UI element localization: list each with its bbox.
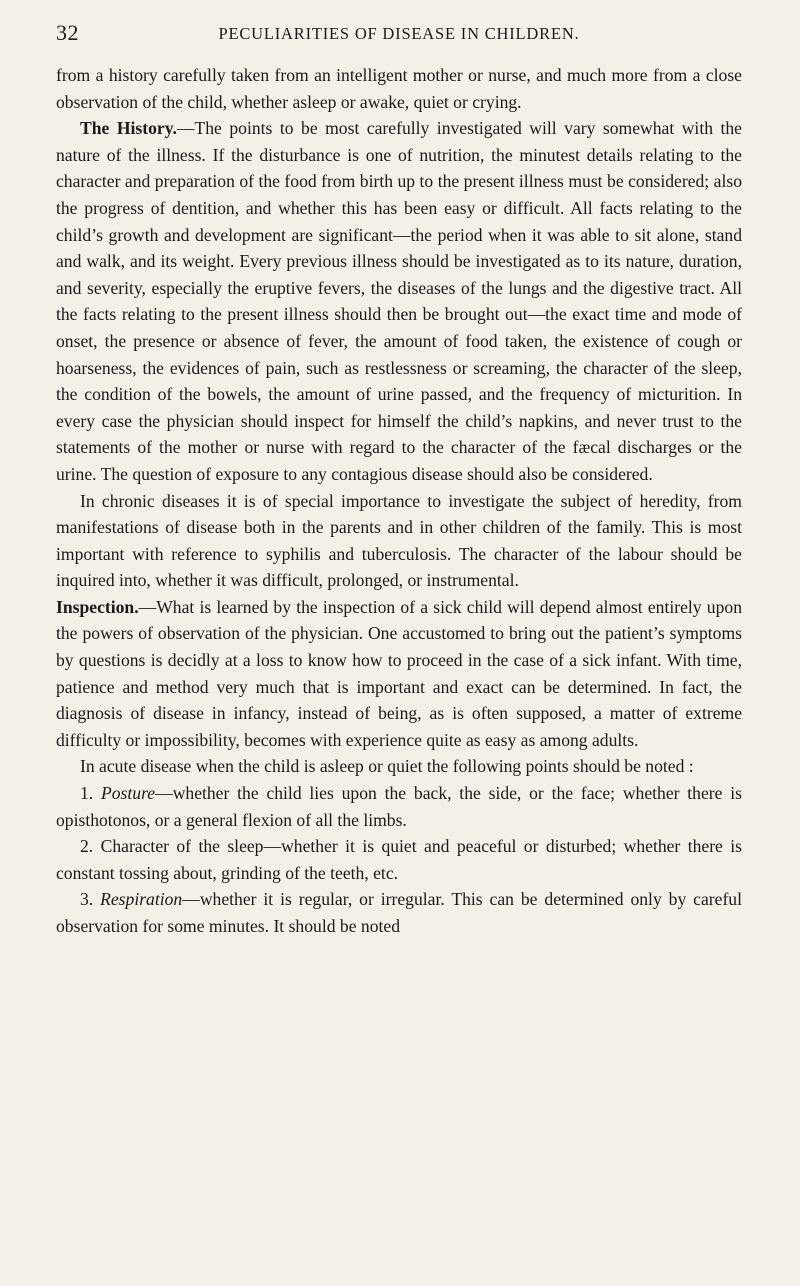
- book-page: [56, 20, 742, 940]
- list-item-text: —whether it is regular, or irregular. This can be determined only by careful observation for some minutes. It should be noted: [56, 889, 742, 936]
- paragraph-inspection: [56, 594, 742, 754]
- paragraph-history-text: —The points to be most carefully investigated will vary somewhat with the nature of the illness. If the disturbance is one of nutrition, the minutest details relating to the character and preparation of the food from birth up to the present illness must be considered; also the progress of dentition, and whether this has been easy or difficult. All facts relating to the child’s growth and development are significant—the period when it was able to sit alone, stand and walk, and its weight. Every previous illness should be investigated as to its nature, duration, and severity, especially the eruptive fevers, the diseases of the lungs and the digestive tract. All the facts relating to the present illness should then be brought out—the exact time and mode of onset, the presence or absence of fever, the amount of food taken, the existence of cough or hoarseness, the evidences of pain, such as restlessness or screaming, the character of the sleep, the condition of the bowels, the amount of urine passed, and the frequency of micturition. In every case the physician should inspect for himself the child’s napkins, and never trust to the statements of the mother or nurse with regard to the character of the fæcal discharges or the urine. The question of exposure to any contagious disease should also be considered.: [56, 118, 742, 484]
- section-heading-inspection: Inspection.: [56, 596, 139, 617]
- list-item-respiration: [56, 886, 742, 939]
- body-text: [56, 62, 742, 940]
- list-item-text: —whether it is quiet and peaceful or disturbed; whether there is constant tossing about, grinding of the teeth, etc.: [56, 836, 742, 883]
- paragraph-inspection-text: —What is learned by the inspection of a sick child will depend almost entirely upon the powers of observation of the physician. One accustomed to bring out the patient’s symptoms by questions is decidly at a loss to know how to proceed in the case of a sick infant. With time, patience and method very much that is important and exact can be determined. In fact, the diagnosis of disease in infancy, instead of being, as is often supposed, a matter of extreme difficulty or impossibility, becomes with experience quite as easy as among adults.: [56, 596, 742, 750]
- list-item-number: 3.: [80, 889, 94, 910]
- list-item-number: 2.: [80, 836, 94, 857]
- paragraph-heredity: [56, 488, 742, 594]
- list-item-text: —whether the child lies upon the back, the side, or the face; whether there is opisthotonos, or a general flexion of all the limbs.: [56, 783, 742, 830]
- list-item-number: 1.: [80, 783, 94, 804]
- paragraph-history: [56, 115, 742, 487]
- paragraph-intro: [56, 62, 742, 115]
- paragraph-heredity-text: In chronic diseases it is of special importance to investigate the subject of heredity, from manifestations of disease both in the parents and in other children of the family. This is most important with reference to syphilis and tuberculosis. The character of the labour should be inquired into, whether it was difficult, prolonged, or instrumental.: [56, 490, 742, 591]
- list-item-term: Character of the sleep: [100, 836, 264, 857]
- paragraph-intro-text: from a history carefully taken from an intelligent mother or nurse, and much more from a close observation of the child, whether asleep or awake, quiet or crying.: [56, 65, 742, 112]
- list-item-term: Respiration: [100, 889, 183, 910]
- page-number: 32: [56, 20, 79, 45]
- list-item-posture: [56, 780, 742, 833]
- page-header: [56, 20, 742, 62]
- section-heading-history: The History.: [80, 118, 177, 139]
- list-item-term: Posture: [101, 783, 156, 804]
- paragraph-acute-disease-text: In acute disease when the child is asleep or quiet the following points should be noted :: [80, 756, 694, 777]
- list-item-sleep: [56, 833, 742, 886]
- running-title: PECULIARITIES OF DISEASE IN CHILDREN.: [218, 24, 580, 43]
- paragraph-acute-disease: [56, 753, 742, 780]
